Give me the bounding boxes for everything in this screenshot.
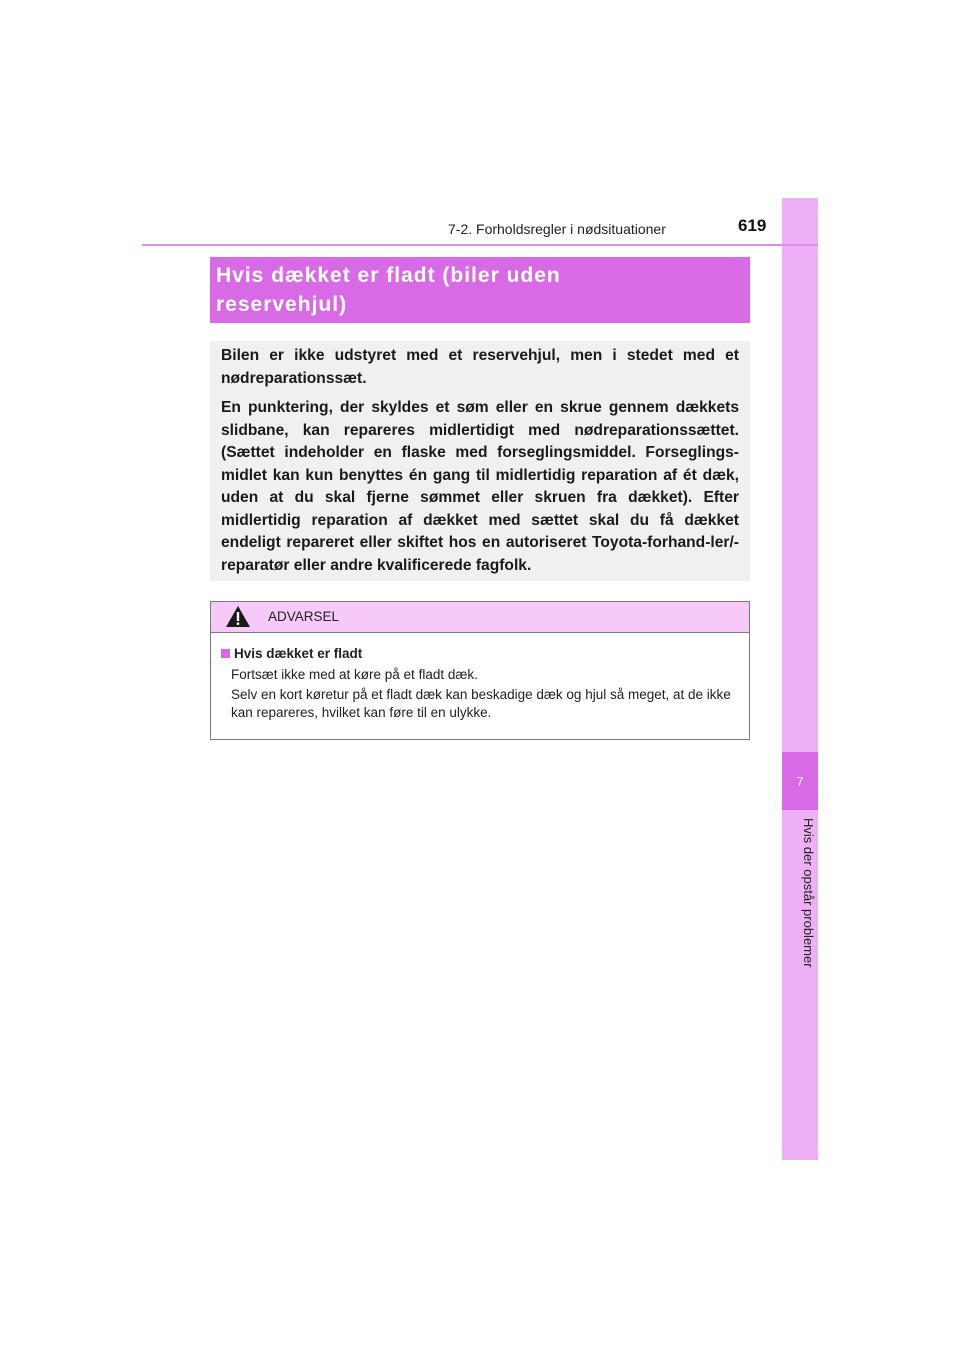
chapter-title: Hvis der opstår problemer bbox=[801, 818, 816, 968]
warning-item-title: Hvis dækket er fladt bbox=[234, 646, 363, 661]
intro-paragraph-2: En punktering, der skyldes et søm eller en skrue gennem dækkets slidbane, kan repareres midlertidigt med nødreparationssættet. (Sættet indeholder en flaske med forseglingsmiddel. Forseglings-midlet kan kun benyttes én gang til midlertidig reparation af ét dæk, uden at du skal fjerne sømmet eller skruen fra dækket). Efter midlertidig reparation af dækket med sættet skal du få dækket endeligt repareret eller skiftet hos en autoriseret Toyota-forhand-ler/-reparatør eller andre kvalificerede fagfolk. bbox=[221, 399, 739, 574]
warning-box bbox=[210, 601, 750, 740]
warning-label: ADVARSEL bbox=[268, 609, 340, 624]
chapter-tab[interactable] bbox=[782, 752, 818, 810]
header-divider bbox=[142, 244, 818, 246]
warning-header bbox=[211, 602, 749, 633]
page-heading bbox=[216, 261, 744, 319]
page-heading-line2: reservehjul) bbox=[216, 293, 348, 316]
warning-body bbox=[211, 633, 749, 721]
page-heading-line1: Hvis dækket er fladt (biler uden bbox=[216, 264, 561, 287]
page-heading-box bbox=[210, 257, 750, 323]
chapter-number: 7 bbox=[796, 773, 804, 789]
warning-triangle-icon bbox=[225, 605, 251, 628]
warning-line-2: Selv en kort køretur på et fladt dæk kan beskadige dæk og hjul så meget, at de ikke kan repareres, hvilket kan føre til en ulykke. bbox=[231, 687, 731, 720]
page-number: 619 bbox=[738, 216, 767, 235]
section-title: 7-2. Forholdsregler i nødsituationer bbox=[448, 221, 666, 237]
warning-item bbox=[221, 645, 739, 663]
intro-paragraph-1: Bilen er ikke udstyret med et reservehjul, men i stedet med et nødreparationssæt. bbox=[221, 347, 739, 387]
square-bullet-icon bbox=[221, 649, 230, 658]
warning-line-1: Fortsæt ikke med at køre på et fladt dæk. bbox=[231, 666, 478, 682]
intro-box bbox=[210, 341, 750, 581]
